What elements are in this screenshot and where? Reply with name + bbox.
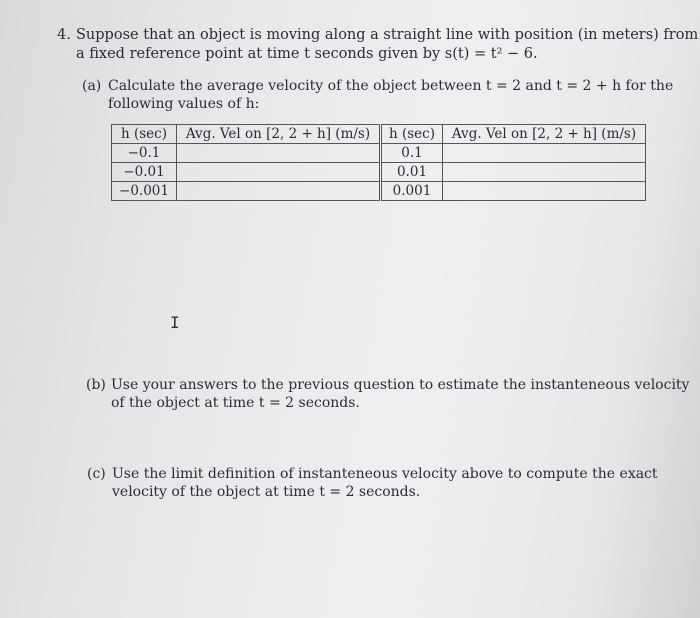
table-row: [112, 163, 646, 182]
h-positive-cell: 0.1: [381, 144, 443, 163]
part-c-label: (c): [87, 466, 106, 482]
header-avg-vel-positive: Avg. Vel on [2, 2 + h] (m/s): [443, 125, 646, 144]
h-positive-cell: 0.001: [381, 182, 443, 201]
table-header-row: [112, 125, 646, 144]
part-c-text-line-1: Use the limit definition of instanteneous velocity above to compute the exact: [112, 466, 658, 482]
avg-vel-positive-cell[interactable]: [443, 163, 646, 182]
part-a-label: (a): [82, 78, 102, 94]
part-b-text-line-2: of the object at time t = 2 seconds.: [111, 395, 360, 411]
avg-vel-negative-cell[interactable]: [177, 182, 381, 201]
header-h-positive: h (sec): [381, 125, 443, 144]
part-a-text-line-2: following values of h:: [108, 96, 260, 112]
table-row: [112, 182, 646, 201]
part-b-label: (b): [86, 377, 106, 393]
avg-vel-negative-cell[interactable]: [177, 163, 381, 182]
h-positive-cell: 0.01: [381, 163, 443, 182]
header-avg-vel-negative: Avg. Vel on [2, 2 + h] (m/s): [177, 125, 381, 144]
part-c-text-line-2: velocity of the object at time t = 2 seconds.: [112, 484, 421, 500]
header-h-negative: h (sec): [112, 125, 177, 144]
h-negative-cell: −0.01: [112, 163, 177, 182]
question-text-line-2: a fixed reference point at time t seconds given by s(t) = t² − 6.: [76, 46, 538, 62]
question-number: 4.: [57, 27, 71, 43]
table-row: [112, 144, 646, 163]
avg-vel-negative-cell[interactable]: [177, 144, 381, 163]
h-negative-cell: −0.001: [112, 182, 177, 201]
part-b-text-line-1: Use your answers to the previous question to estimate the instanteneous velocity: [111, 377, 690, 393]
part-a-text-line-1: Calculate the average velocity of the object between t = 2 and t = 2 + h for the: [108, 78, 674, 94]
h-negative-cell: −0.1: [112, 144, 177, 163]
question-text-line-1: Suppose that an object is moving along a straight line with position (in meters) from: [76, 27, 699, 43]
avg-vel-positive-cell[interactable]: [443, 182, 646, 201]
avg-vel-positive-cell[interactable]: [443, 144, 646, 163]
text-cursor-icon: I: [170, 313, 180, 332]
average-velocity-table: [111, 124, 646, 201]
